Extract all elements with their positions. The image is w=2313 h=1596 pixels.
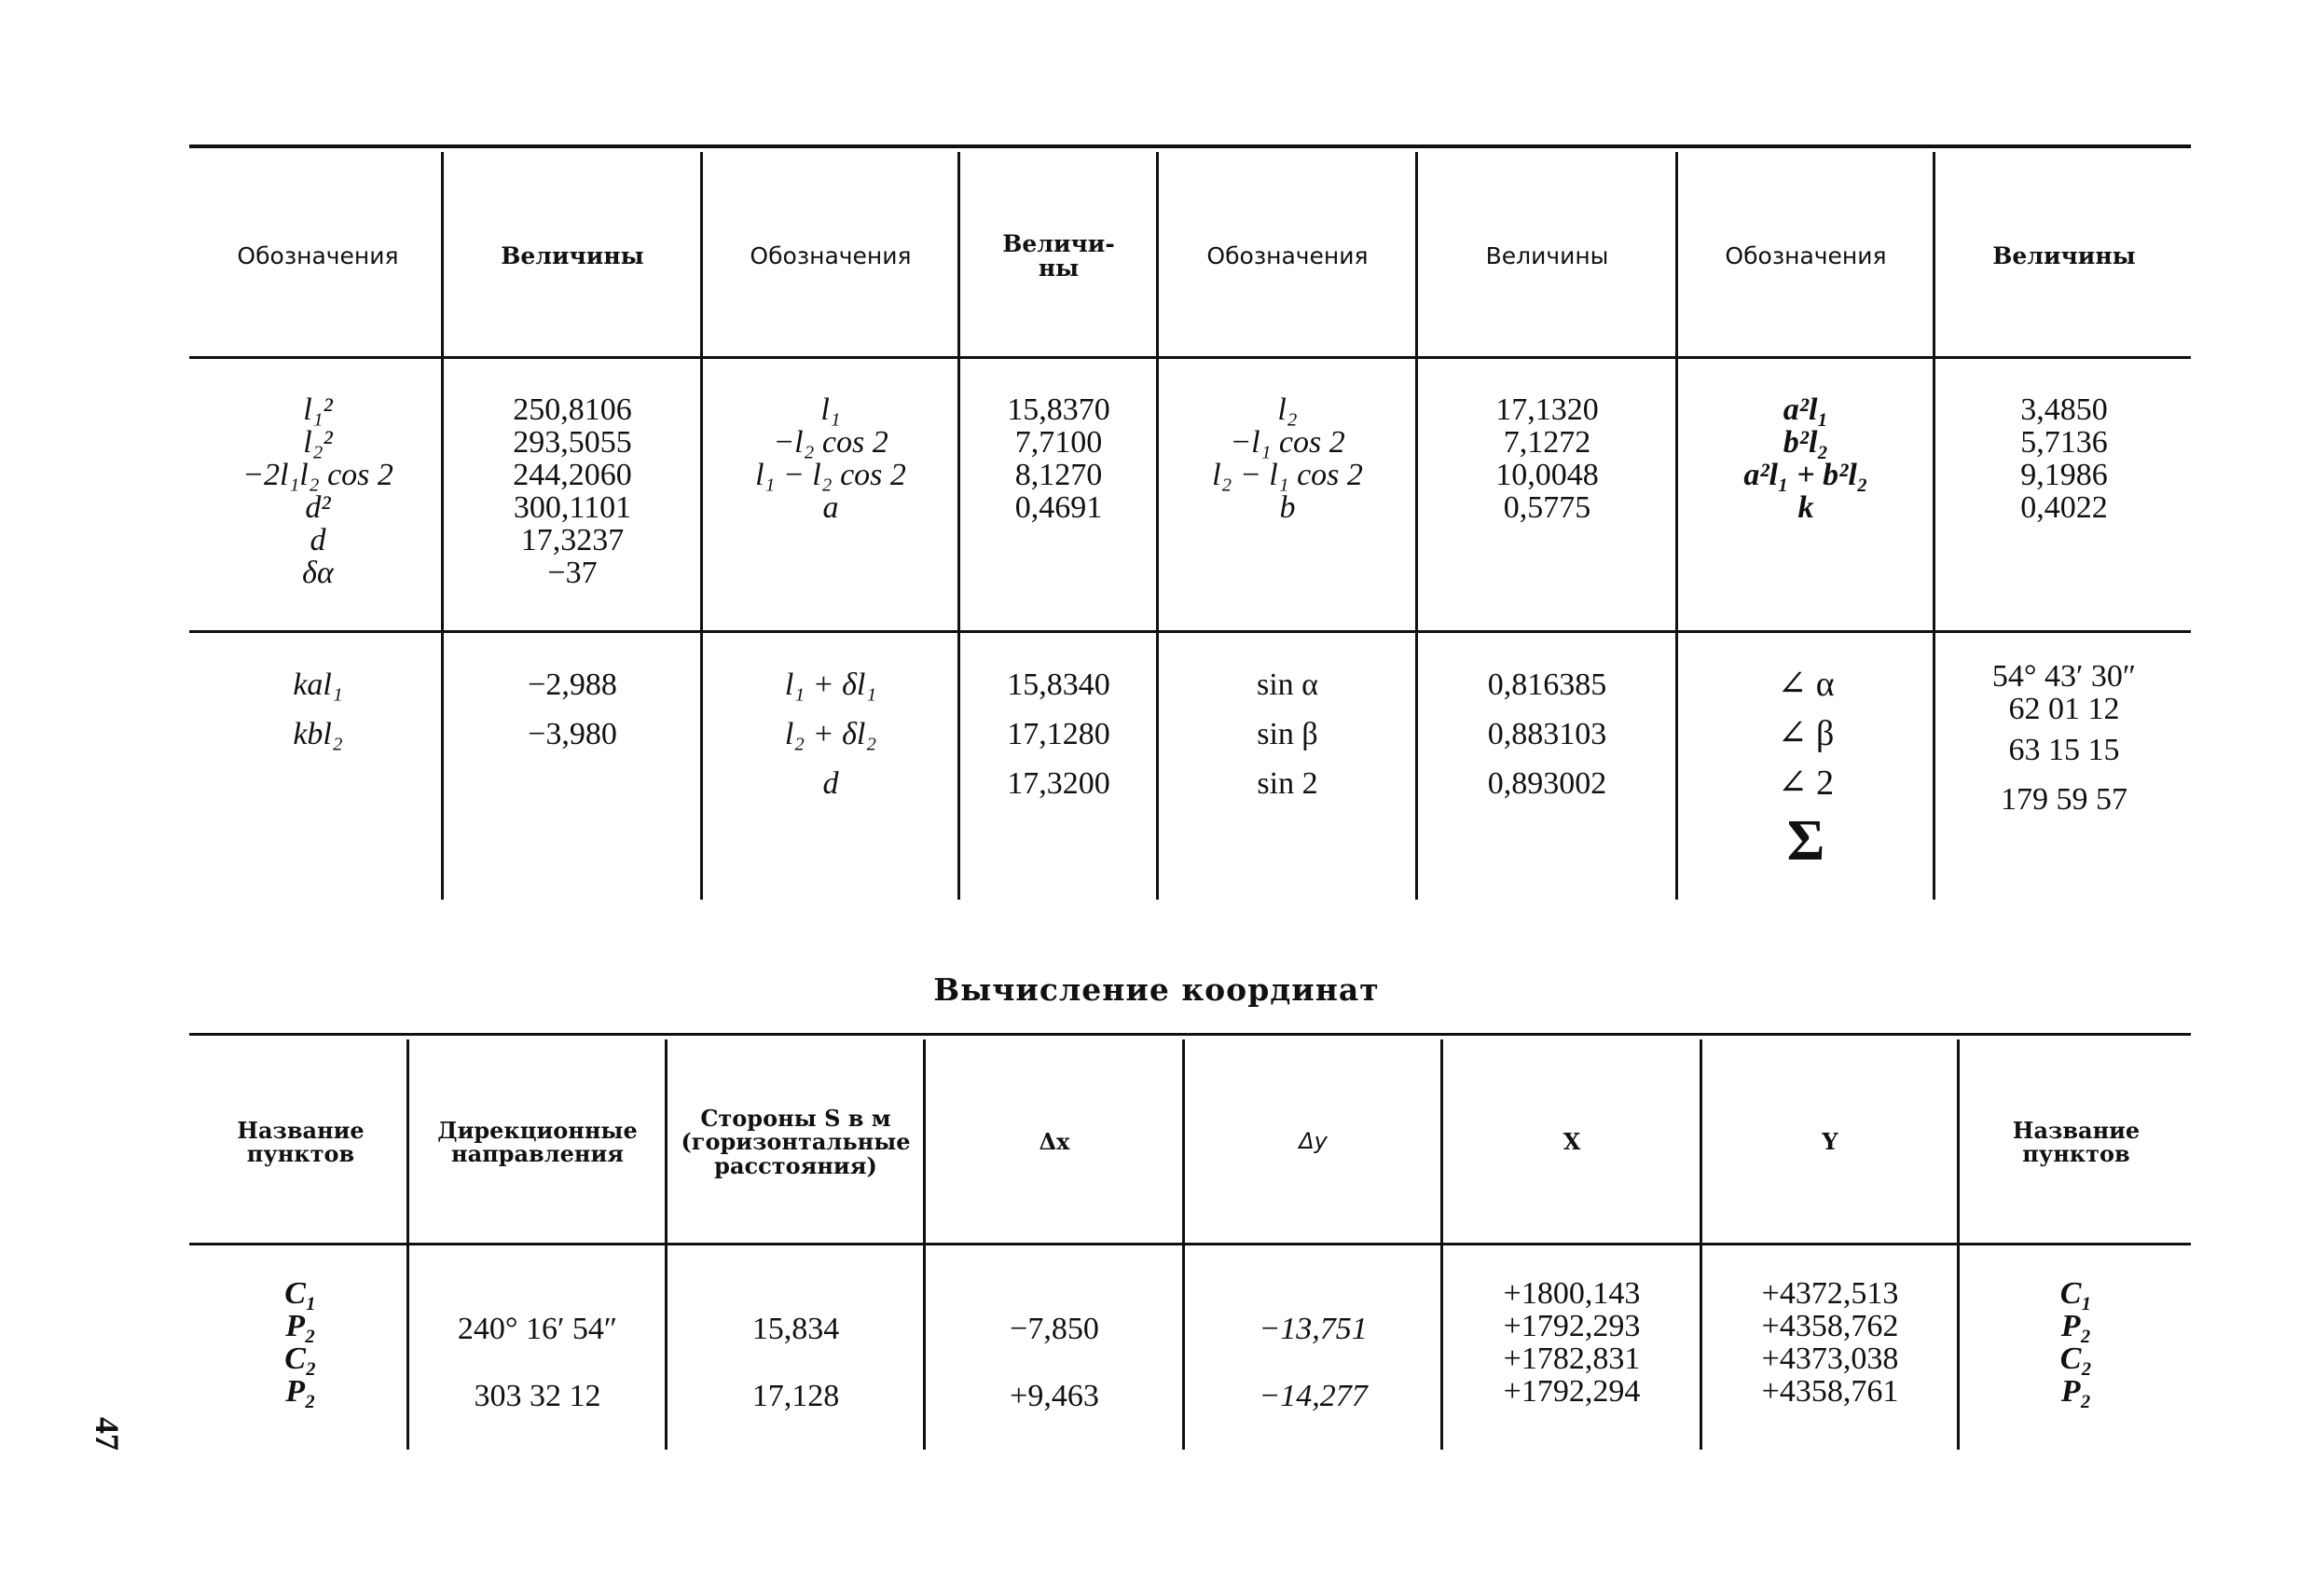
cell: a²l₁ + b²l₂ <box>1743 458 1868 492</box>
t2-Y <box>1704 1277 1956 1408</box>
t2-header-dy: Δy <box>1299 1128 1328 1155</box>
t1-b1-col8 <box>1937 393 2191 524</box>
t1-b2-col7 <box>1680 660 1932 874</box>
cell: 8,1270 <box>1014 458 1103 492</box>
t1-header-designation-2: Обозначения <box>750 241 912 269</box>
cell: 17,1320 <box>1495 392 1599 427</box>
t1-b2-col8 <box>1937 660 2191 824</box>
table2-vrule <box>1440 1039 1443 1450</box>
cell: δα <box>302 556 334 590</box>
cell: P₂ <box>285 1309 316 1343</box>
cell: kal₁ <box>293 667 343 702</box>
cell: +4373,038 <box>1761 1341 1899 1376</box>
page-number: 47 <box>89 1417 126 1451</box>
t2-header-sides: Стороны S в м (горизонтальные расстояния) <box>681 1105 911 1179</box>
cell: 3,4850 <box>2020 392 2108 427</box>
cell: k <box>1797 490 1814 525</box>
t1-b1-col1 <box>196 393 440 589</box>
cell: 300,1101 <box>513 490 632 525</box>
t2-header-directions: Дирекционные направления <box>437 1116 638 1167</box>
cell: b²l₂ <box>1783 425 1829 460</box>
t1-b1-col2 <box>446 393 699 589</box>
t1-header-designation-1: Обозначения <box>237 241 399 269</box>
table1-block-rule <box>189 630 2191 633</box>
t2-dy <box>1187 1296 1439 1430</box>
cell: d² <box>305 490 331 525</box>
cell: a²l₁ <box>1783 392 1829 427</box>
cell: +1792,293 <box>1503 1309 1641 1343</box>
t1-b1-col3 <box>705 393 957 524</box>
table1-vrule <box>1415 152 1418 900</box>
cell: 0,816385 <box>1487 667 1607 702</box>
cell: sin 2 <box>1257 766 1318 801</box>
cell: l₂² <box>303 425 333 460</box>
table1-header-rule <box>189 356 2191 359</box>
cell: 54° 43′ 30″ <box>1991 659 2137 694</box>
cell: −37 <box>547 556 598 590</box>
table1-vrule <box>1933 152 1935 900</box>
cell: 250,8106 <box>513 392 632 427</box>
t1-header-values-3: Величины <box>1485 241 1609 269</box>
sum-symbol: Σ <box>1786 809 1825 873</box>
cell: −2l₁l₂ cos 2 <box>242 458 393 492</box>
table1-vrule <box>1675 152 1678 900</box>
cell: 63 15 15 <box>2008 733 2120 767</box>
cell: 293,5055 <box>513 425 632 460</box>
cell: +4372,513 <box>1761 1276 1899 1311</box>
cell: P₂ <box>285 1374 316 1409</box>
cell: 0,5775 <box>1503 490 1591 525</box>
cell: sin α <box>1257 667 1318 702</box>
cell: l₂ − l₁ cos 2 <box>1212 458 1363 492</box>
cell: P₂ <box>2060 1374 2092 1409</box>
table1-vrule <box>441 152 444 900</box>
cell: 17,3200 <box>1007 766 1110 801</box>
t1-b2-col6 <box>1420 660 1674 808</box>
cell: +4358,761 <box>1761 1374 1899 1409</box>
cell: 7,7100 <box>1014 425 1103 460</box>
cell: b <box>1279 490 1296 525</box>
cell: C₁ <box>2059 1276 2093 1311</box>
table2-vrule <box>665 1039 668 1450</box>
cell: 5,7136 <box>2020 425 2108 460</box>
t2-names-right <box>1962 1277 2191 1408</box>
cell: 17,3237 <box>520 523 625 557</box>
cell: kbl₂ <box>293 717 343 751</box>
cell: l₁ + δl₁ <box>784 667 877 702</box>
cell: ∠ β <box>1777 714 1835 753</box>
cell: −14,277 <box>1259 1379 1368 1413</box>
t1-header-designation-3: Обозначения <box>1206 241 1369 269</box>
t2-X <box>1445 1277 1699 1408</box>
t1-b2-col4 <box>962 660 1155 808</box>
cell: −2,988 <box>528 667 617 702</box>
cell: +1800,143 <box>1503 1276 1641 1311</box>
t1-b1-col4 <box>962 393 1155 524</box>
cell: −7,850 <box>1010 1312 1099 1346</box>
cell: 17,128 <box>751 1379 840 1413</box>
t2-header-Y: Y <box>1822 1128 1838 1156</box>
cell: +9,463 <box>1010 1379 1099 1413</box>
cell: 240° 16′ 54″ <box>457 1312 618 1346</box>
cell: −l₁ cos 2 <box>1230 425 1345 460</box>
table1-vrule <box>957 152 960 900</box>
cell: l₂ <box>1277 392 1298 427</box>
cell: l₂ + δl₂ <box>784 717 877 751</box>
cell: sin β <box>1257 717 1318 751</box>
cell: +1782,831 <box>1503 1341 1641 1376</box>
t2-directions <box>411 1296 664 1430</box>
cell: 179 59 57 <box>2001 782 2127 817</box>
table1-top-rule <box>189 144 2191 148</box>
cell: d <box>310 523 326 557</box>
table1-vrule <box>1156 152 1159 900</box>
cell: C₂ <box>284 1341 317 1376</box>
cell: −l₂ cos 2 <box>773 425 888 460</box>
cell: +1792,294 <box>1503 1374 1641 1409</box>
cell: l₁ <box>820 392 841 427</box>
t1-b1-col7 <box>1680 393 1932 524</box>
table2-vrule <box>1700 1039 1702 1450</box>
t1-b2-col1 <box>196 660 440 759</box>
cell: −3,980 <box>528 717 617 751</box>
t2-header-point-names: Название пунктов <box>237 1116 365 1167</box>
cell: 0,4691 <box>1014 490 1103 525</box>
t1-b2-col3 <box>705 660 957 808</box>
cell: 15,834 <box>751 1312 840 1346</box>
cell: l₁ − l₂ cos 2 <box>755 458 906 492</box>
t1-header-designation-4: Обозначения <box>1725 241 1887 269</box>
table2-vrule <box>1182 1039 1185 1450</box>
cell: +4358,762 <box>1761 1309 1899 1343</box>
table2-top-rule <box>189 1033 2191 1036</box>
cell: ∠ α <box>1777 665 1835 704</box>
cell: 15,8370 <box>1007 392 1110 427</box>
t1-b1-col6 <box>1420 393 1674 524</box>
t1-b2-col5 <box>1161 660 1414 808</box>
cell: 15,8340 <box>1007 667 1110 702</box>
t2-dx <box>928 1296 1181 1430</box>
cell: 303 32 12 <box>474 1379 601 1413</box>
cell: 62 01 12 <box>2008 692 2120 726</box>
table2-vrule <box>1957 1039 1960 1450</box>
cell: 10,0048 <box>1495 458 1599 492</box>
t1-b1-col5 <box>1161 393 1414 524</box>
table2-vrule <box>923 1039 926 1450</box>
cell: a <box>822 490 839 525</box>
cell: l₁² <box>303 392 333 427</box>
cell: d <box>822 766 839 801</box>
t2-header-X: X <box>1563 1128 1581 1156</box>
cell: ∠ 2 <box>1777 764 1835 803</box>
cell: 0,883103 <box>1487 717 1607 751</box>
cell: C₂ <box>2059 1341 2093 1376</box>
t1-header-values-2: Величи- ны <box>1002 229 1115 282</box>
t2-header-dx: Δx <box>1039 1128 1070 1156</box>
cell: 17,1280 <box>1007 717 1110 751</box>
cell: P₂ <box>2060 1309 2092 1343</box>
table2-vrule <box>406 1039 409 1450</box>
t1-header-values-4: Величины <box>1992 241 2136 269</box>
section-title: Вычисление координат <box>933 971 1380 1008</box>
cell: 0,893002 <box>1487 766 1607 801</box>
cell: 9,1986 <box>2020 458 2108 492</box>
cell: −13,751 <box>1259 1312 1368 1346</box>
t2-sides <box>669 1296 922 1430</box>
table1-vrule <box>700 152 703 900</box>
t1-b2-col2 <box>446 660 699 759</box>
cell: 7,1272 <box>1503 425 1591 460</box>
t2-names-left <box>196 1277 406 1408</box>
t1-header-values-1: Величины <box>501 241 644 269</box>
t2-header-point-names-right: Название пунктов <box>2012 1116 2141 1167</box>
cell: 0,4022 <box>2020 490 2108 525</box>
table2-header-rule <box>189 1243 2191 1245</box>
cell: C₁ <box>284 1276 317 1311</box>
cell: 244,2060 <box>513 458 632 492</box>
